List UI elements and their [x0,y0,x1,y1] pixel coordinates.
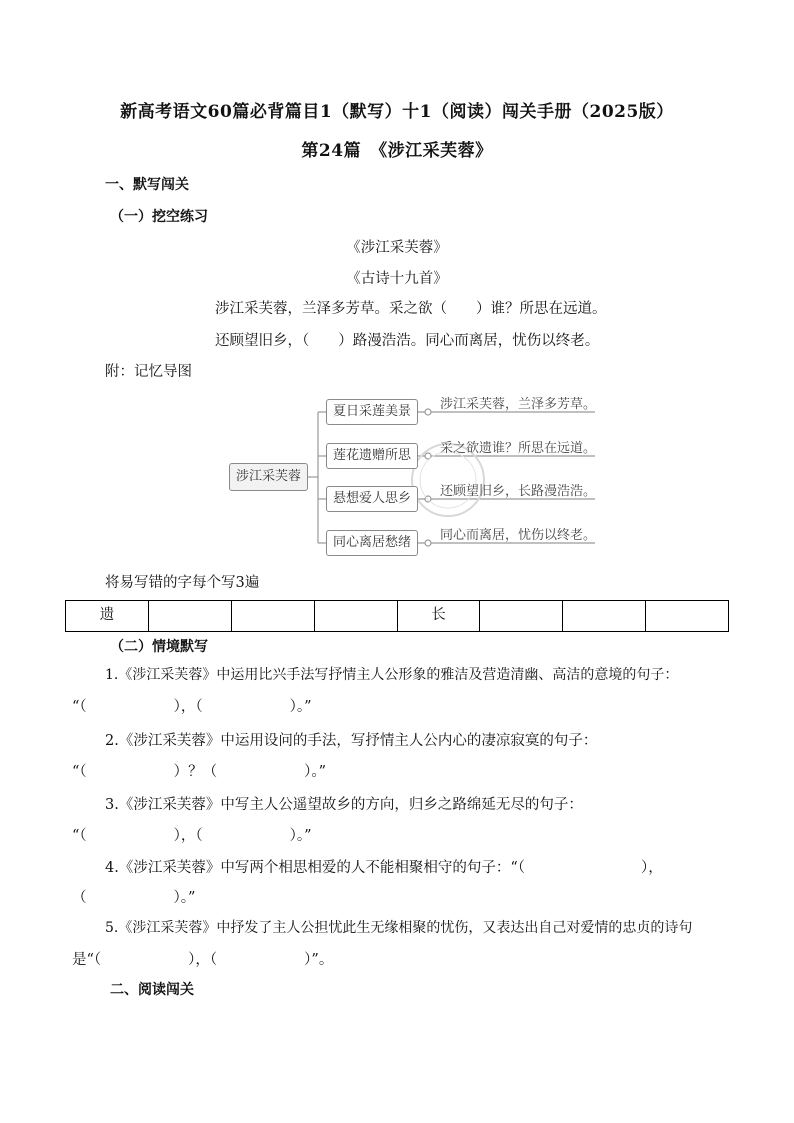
grid-cell[interactable] [646,601,729,632]
grid-cell[interactable] [148,601,231,632]
mindmap-topic-1: 夏日采莲美景 [326,399,418,425]
question-5-answer: 是“（ ），（ ）”。 [72,952,334,968]
question-2-answer: “（ ）？（ ）。” [72,764,327,780]
mindmap-topic-2: 莲花遗赠所思 [326,443,418,469]
mindmap-line-2: 采之欲遗谁？所思在远道。 [440,441,597,456]
grid-cell[interactable] [231,601,314,632]
grid-cell[interactable] [314,601,397,632]
mindmap-note: 附：记忆导图 [105,364,192,380]
mindmap-line-1: 涉江采芙蓉，兰泽多芳草。 [440,397,597,412]
mindmap-line-4: 同心而离居，忧伤以终老。 [440,528,597,543]
poem-source: 《古诗十九首》 [346,271,448,287]
poem-title: 《涉江采芙蓉》 [346,240,448,256]
grid-cell[interactable] [480,601,563,632]
section-heading-reading: 二、阅读闯关 [110,982,194,998]
section-heading-dictation: 一、默写闯关 [105,177,189,193]
grid-cell[interactable]: 遗 [66,601,149,632]
question-1-answer: “（ ），（ ）。” [72,699,312,715]
question-3-answer: “（ ），（ ）。” [72,828,312,844]
mindmap-center-node: 涉江采芙蓉 [229,463,308,491]
copy-practice-grid [65,600,729,632]
subsection-heading-fill-blank: （一）挖空练习 [110,209,208,225]
question-4-answer: （ ）。” [72,890,196,906]
question-4-prompt: 4.《涉江采芙蓉》中写两个相思相爱的人不能相聚相守的句子：“（ ）， [105,860,663,876]
copy-practice-label: 将易写错的字每个写3遍 [105,575,260,591]
mindmap-line-3: 还顾望旧乡，长路漫浩浩。 [440,484,597,499]
subsection-heading-context: （二）情境默写 [110,639,208,655]
question-5-prompt: 5.《涉江采芙蓉》中抒发了主人公担忧此生无缘相聚的忧伤，又表达出自己对爱情的忠贞的诗句 [105,920,693,936]
document-title: 新高考语文60篇必背篇目1（默写）十1（阅读）闯关手册（2025版） [120,102,674,122]
poem-line-1: 涉江采芙蓉，兰泽多芳草。采之欲（ ）谁？所思在远道。 [215,301,607,317]
grid-cell[interactable]: 长 [397,601,480,632]
chapter-title: 第24篇 《涉江采芙蓉》 [301,141,493,161]
question-1-prompt: 1.《涉江采芙蓉》中运用比兴手法写抒情主人公形象的雅洁及营造清幽、高洁的意境的句子： [105,667,679,683]
question-3-prompt: 3.《涉江采芙蓉》中写主人公遥望故乡的方向，归乡之路绵延无尽的句子： [105,797,583,813]
mindmap-topic-3: 悬想爱人思乡 [326,486,418,512]
grid-cell[interactable] [563,601,646,632]
mindmap-topic-4: 同心离居愁绪 [326,530,418,556]
question-2-prompt: 2.《涉江采芙蓉》中运用设问的手法，写抒情主人公内心的凄凉寂寞的句子： [105,733,598,749]
poem-line-2: 还顾望旧乡，（ ）路漫浩浩。同心而离居，忧伤以终老。 [215,333,600,349]
